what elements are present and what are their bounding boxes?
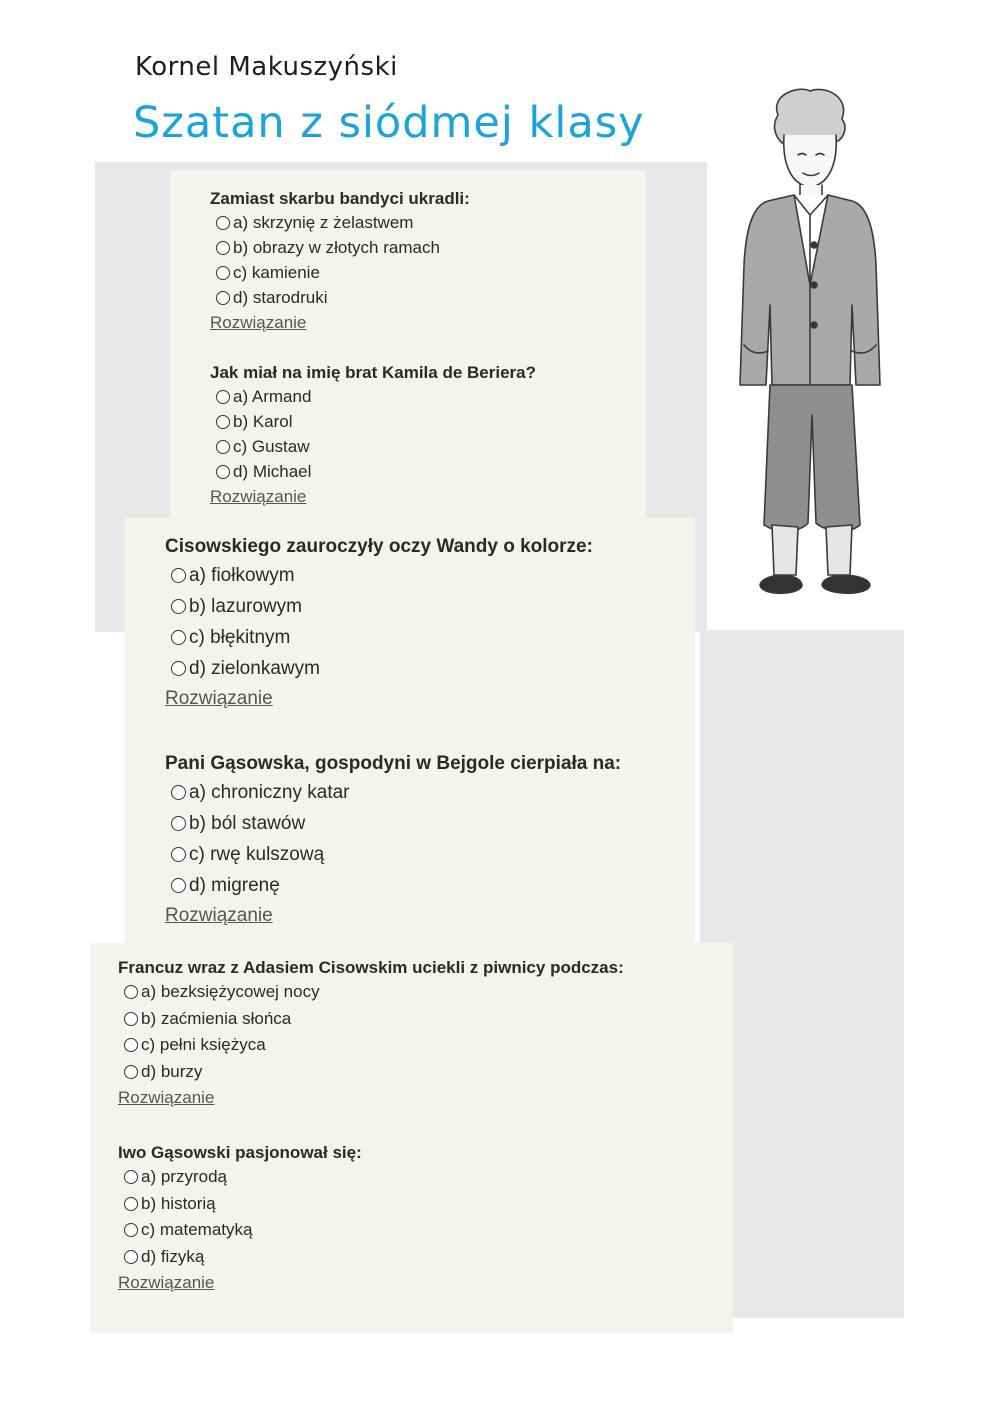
author-name: Kornel Makuszyński [135,52,398,82]
question-text: Pani Gąsowska, gospodyni w Bejgole cierpiała na: [165,753,622,774]
radio-circle-icon[interactable] [171,816,186,831]
radio-circle-icon[interactable] [124,1250,138,1264]
answer-option[interactable] [118,1164,362,1191]
answer-option[interactable] [210,434,536,459]
radio-circle-icon[interactable] [216,216,230,230]
answer-option[interactable] [165,870,621,901]
question-text: Francuz wraz z Adasiem Cisowskim uciekli z piwnicy podczas: [118,958,624,977]
option-label: a) Armand [233,386,312,406]
solution-link[interactable]: Rozwiązanie [165,905,273,926]
book-title: Szatan z siódmej klasy [133,98,645,148]
option-label: c) Gustaw [233,436,310,456]
radio-circle-icon[interactable] [124,1065,138,1079]
radio-circle-icon[interactable] [124,985,138,999]
answer-option[interactable] [118,979,624,1006]
answer-option[interactable] [210,285,470,310]
answer-option[interactable] [118,1217,362,1244]
question-text: Zamiast skarbu bandyci ukradli: [210,189,470,208]
answer-option[interactable] [210,384,536,409]
answer-option[interactable] [118,1059,624,1086]
answer-option[interactable] [118,1191,362,1218]
option-label: b) obrazy w złotych ramach [233,237,440,257]
answer-option[interactable] [210,210,470,235]
option-label: c) rwę kulszową [189,843,325,865]
option-label: d) starodruki [233,287,328,307]
radio-circle-icon[interactable] [171,847,186,862]
question-text: Cisowskiego zauroczyły oczy Wandy o kolorze: [165,536,593,557]
radio-circle-icon[interactable] [171,878,186,893]
question-1 [210,188,470,333]
radio-circle-icon[interactable] [216,241,230,255]
radio-circle-icon[interactable] [171,599,186,614]
option-label: b) Karol [233,411,293,431]
answer-option[interactable] [118,1244,362,1271]
answer-option[interactable] [118,1032,624,1059]
option-label: a) skrzynię z żelastwem [233,212,414,232]
option-label: d) Michael [233,461,312,481]
option-label: c) pełni księżyca [141,1035,266,1055]
radio-circle-icon[interactable] [216,266,230,280]
question-3 [165,534,593,710]
option-label: a) fiołkowym [189,564,295,586]
option-label: d) migrenę [189,874,280,896]
radio-circle-icon[interactable] [124,1038,138,1052]
answer-option[interactable] [165,591,593,622]
radio-circle-icon[interactable] [171,568,186,583]
answer-option[interactable] [165,839,621,870]
radio-circle-icon[interactable] [124,1223,138,1237]
radio-circle-icon[interactable] [216,465,230,479]
option-label: a) przyrodą [141,1167,227,1187]
radio-circle-icon[interactable] [124,1012,138,1026]
option-label: b) ból stawów [189,812,306,834]
question-4 [165,751,621,927]
radio-circle-icon[interactable] [216,390,230,404]
question-5 [118,957,624,1108]
question-text: Iwo Gąsowski pasjonował się: [118,1143,362,1162]
option-label: d) burzy [141,1061,203,1081]
answer-option[interactable] [165,560,593,591]
answer-option[interactable] [210,459,536,484]
option-label: c) matematyką [141,1220,253,1240]
solution-link[interactable]: Rozwiązanie [210,313,307,332]
radio-circle-icon[interactable] [216,291,230,305]
solution-link[interactable]: Rozwiązanie [165,688,273,709]
radio-circle-icon[interactable] [124,1197,138,1211]
solution-link[interactable]: Rozwiązanie [210,487,307,506]
option-label: c) kamienie [233,262,320,282]
answer-option[interactable] [210,235,470,260]
option-label: c) błękitnym [189,626,291,648]
option-label: b) historią [141,1193,216,1213]
answer-option[interactable] [210,260,470,285]
radio-circle-icon[interactable] [124,1170,138,1184]
option-label: a) bezksiężycowej nocy [141,982,320,1002]
solution-link[interactable]: Rozwiązanie [118,1273,215,1292]
radio-circle-icon[interactable] [216,415,230,429]
option-label: d) fizyką [141,1246,205,1266]
radio-circle-icon[interactable] [171,661,186,676]
boy-illustration-icon [710,85,905,625]
radio-circle-icon[interactable] [171,630,186,645]
solution-link[interactable]: Rozwiązanie [118,1088,215,1107]
question-6 [118,1142,362,1293]
radio-circle-icon[interactable] [171,785,186,800]
answer-option[interactable] [165,777,621,808]
answer-option[interactable] [165,622,593,653]
option-label: a) chroniczny katar [189,781,350,803]
answer-option[interactable] [210,409,536,434]
answer-option[interactable] [165,808,621,839]
radio-circle-icon[interactable] [216,440,230,454]
option-label: b) zaćmienia słońca [141,1008,292,1028]
question-2 [210,362,536,507]
option-label: b) lazurowym [189,595,302,617]
answer-option[interactable] [165,653,593,684]
question-text: Jak miał na imię brat Kamila de Beriera? [210,363,536,382]
option-label: d) zielonkawym [189,657,320,679]
answer-option[interactable] [118,1006,624,1033]
